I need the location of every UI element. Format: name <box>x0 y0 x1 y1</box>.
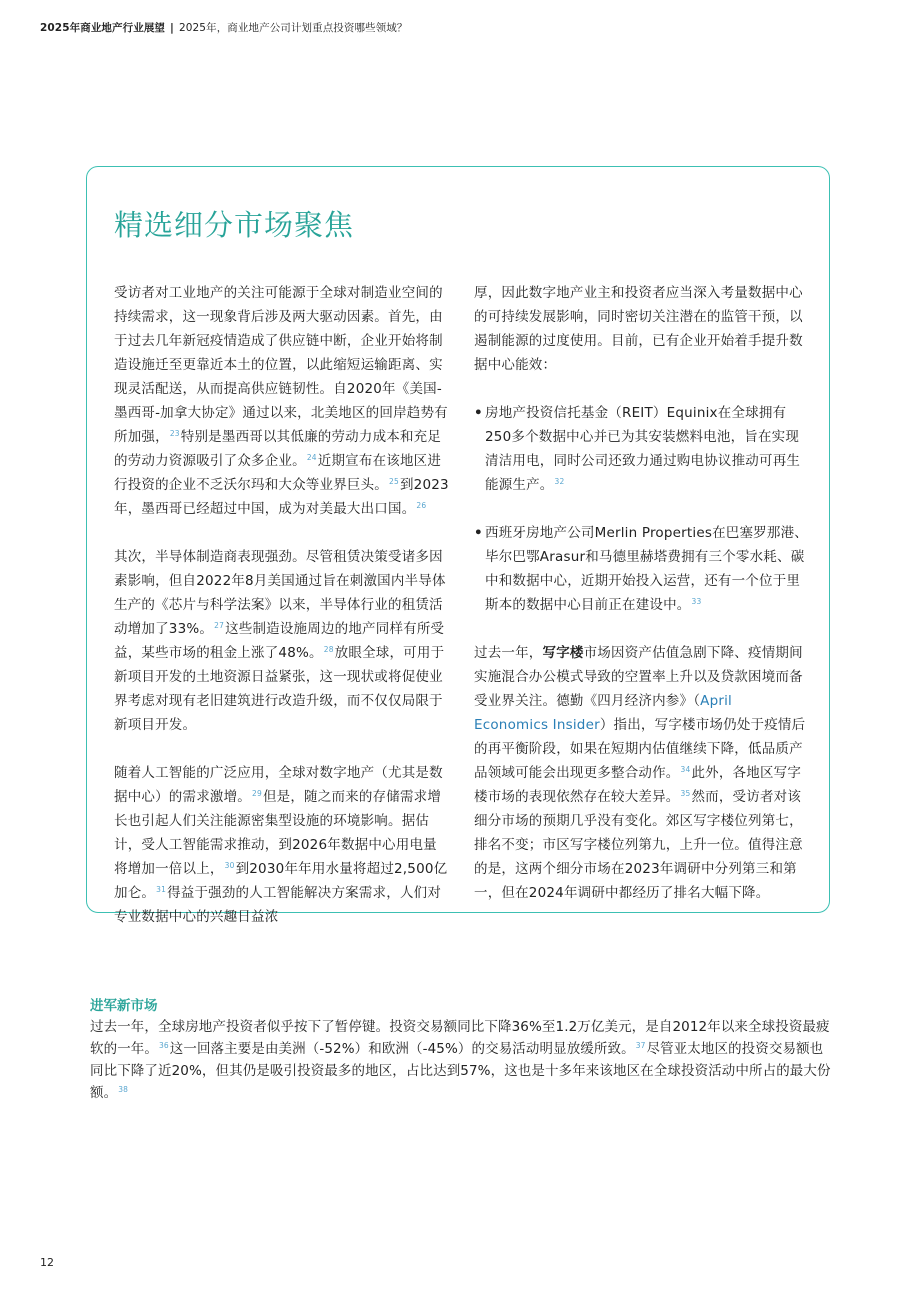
footnote-ref[interactable]: 35 <box>680 789 691 798</box>
footnote-ref[interactable]: 27 <box>214 621 225 630</box>
text-run: 但是，随之而来的存储需求增长也引起人们关注能源密集型设施的环境影响。据估计，受人工智能需求推动，到2026年数据中心用电量将增加一倍以上， <box>114 789 442 877</box>
data-center-paragraph <box>114 761 449 929</box>
text-run: 此外，各地区写字楼市场的表现依然存在较大差异。 <box>474 765 802 805</box>
data-center-continued-paragraph: 厚，因此数字地产业主和投资者应当深入考量数据中心的可持续发展影响，同时密切关注潜在的监管干预，以遏制能源的过度使用。目前，已有企业开始着手提升数据中心能效： <box>474 285 803 373</box>
footnote-ref[interactable]: 30 <box>224 861 235 870</box>
section-heading: 进军新市场 <box>90 998 158 1014</box>
text-run: 这些制造设施周边的地产同样有所受益，某些市场的租金上涨了48%。 <box>114 621 445 661</box>
bullet-dot: • <box>474 525 483 541</box>
text-run: 到2023年，墨西哥已经超过中国，成为对美最大出口国。 <box>114 477 449 517</box>
text-run: 过去一年， <box>474 645 543 661</box>
bullet-item-equinix <box>474 401 810 497</box>
text-run: 随着人工智能的广泛应用，全球对数字地产（尤其是数据中心）的需求激增。 <box>114 765 443 805</box>
text-run: 这一回落主要是由美洲（-52%）和欧洲（-45%）的交易活动明显放缓所致。 <box>169 1041 635 1057</box>
bullet-text: 西班牙房地产公司Merlin Properties在巴塞罗那港、毕尔巴鄂Arasur和马德里赫塔费拥有三个零水耗、碳中和数据中心，近期开始投入运营，还有一个位于里斯本的数据中心目前正在建设中。 <box>485 525 808 613</box>
footnote-ref[interactable]: 29 <box>252 789 262 798</box>
chapter-subtitle: 2025年，商业地产公司计划重点投资哪些领域？ <box>178 22 408 34</box>
footnote-ref[interactable]: 38 <box>118 1085 128 1094</box>
text-run: 放眼全球，可用于新项目开发的土地资源日益紧张，这一现状或将促使业界考虑对现有老旧建筑进行改造升级，而不仅仅局限于新项目开发。 <box>114 645 445 733</box>
industrial-paragraph <box>114 281 449 521</box>
footnote-ref[interactable]: 24 <box>306 453 317 462</box>
footnote-ref[interactable]: 33 <box>691 597 702 606</box>
footnote-ref[interactable]: 26 <box>416 501 427 510</box>
text-run: 得益于强劲的人工智能解决方案需求，人们对专业数据中心的兴趣日益浓 <box>114 885 442 925</box>
office-paragraph <box>474 641 810 905</box>
box-left-column <box>114 281 449 929</box>
footnote-ref[interactable]: 25 <box>389 477 399 486</box>
bullet-dot: • <box>474 405 483 421</box>
box-right-column <box>474 281 810 905</box>
footnote-ref[interactable]: 32 <box>554 477 565 486</box>
text-run: 尽管亚太地区的投资交易额也同比下降了近20%，但其仍是吸引投资最多的地区，占比达到57%，这也是十多年来该地区在全球投资活动中所占的最大份额。 <box>90 1041 831 1101</box>
footnote-ref[interactable]: 37 <box>635 1041 646 1050</box>
text-run: 到2030年年用水量将超过2,500亿加仑。 <box>114 861 448 901</box>
footnote-ref[interactable]: 34 <box>680 765 691 774</box>
text-run: 过去一年，全球房地产投资者似乎按下了暂停键。投资交易额同比下降36%至1.2万亿美元，是自2012年以来全球投资最疲软的一年。 <box>90 1019 830 1057</box>
text-run: 其次，半导体制造商表现强劲。尽管租赁决策受诸多因素影响，但自2022年8月美国通过旨在刺激国内半导体生产的《芯片与科学法案》以来，半导体行业的租赁活动增加了33%。 <box>114 549 446 637</box>
bullet-item-merlin <box>474 521 810 617</box>
bullet-text: 房地产投资信托基金（REIT）Equinix在全球拥有250多个数据中心并已为其安装燃料电池，旨在实现清洁用电，同时公司还致力通过购电协议推动可再生能源生产。 <box>485 405 801 493</box>
footnote-ref[interactable]: 23 <box>169 429 180 438</box>
semiconductor-paragraph <box>114 545 449 737</box>
text-run: 近期宣布在该地区进行投资的企业不乏沃尔玛和大众等业界巨头。 <box>114 453 442 493</box>
header-separator: | <box>170 22 174 34</box>
text-run: 然而，受访者对该细分市场的预期几乎没有变化。郊区写字楼位列第七，排名不变；市区写字楼位列第九，上升一位。值得注意的是，这两个细分市场在2023年调研中分列第三和第一，但在2024年调研中都经历了排名大幅下降。 <box>474 789 803 901</box>
text-run: 市场因资产估值急剧下降、疫情期间实施混合办公模式导致的空置率上升以及贷款困境而备受业界关注。德勤《四月经济内参》（ <box>474 645 803 709</box>
footnote-ref[interactable]: 31 <box>156 885 167 894</box>
footnote-ref[interactable]: 36 <box>159 1041 169 1050</box>
running-header <box>40 20 408 35</box>
office-keyword: 写字楼 <box>542 645 584 661</box>
source-link[interactable]: April Economics Insider <box>474 693 733 733</box>
text-run: ）指出，写字楼市场仍处于疫情后的再平衡阶段，如果在短期内估值继续下降，低品质产品领域可能会出现更多整合动作。 <box>474 717 806 781</box>
text-run: 特别是墨西哥以其低廉的劳动力成本和充足的劳动力资源吸引了众多企业。 <box>114 429 442 469</box>
footnote-ref[interactable]: 28 <box>323 645 334 654</box>
report-title: 2025年商业地产行业展望 <box>40 22 166 34</box>
page-number: 12 <box>40 1256 54 1269</box>
box-title: 精选细分市场聚焦 <box>114 208 355 242</box>
text-run: 受访者对工业地产的关注可能源于全球对制造业空间的持续需求，这一现象背后涉及两大驱动因素。首先，由于过去几年新冠疫情造成了供应链中断，企业开始将制造设施迁至更靠近本土的位置，以此缩短运输距离、实现灵活配送，从而提高供应链韧性。自2020年《美国-墨西哥-加拿大协定》通过以来，北美地区的回岸趋势有所加强， <box>114 285 448 445</box>
section-paragraph <box>90 1016 835 1104</box>
